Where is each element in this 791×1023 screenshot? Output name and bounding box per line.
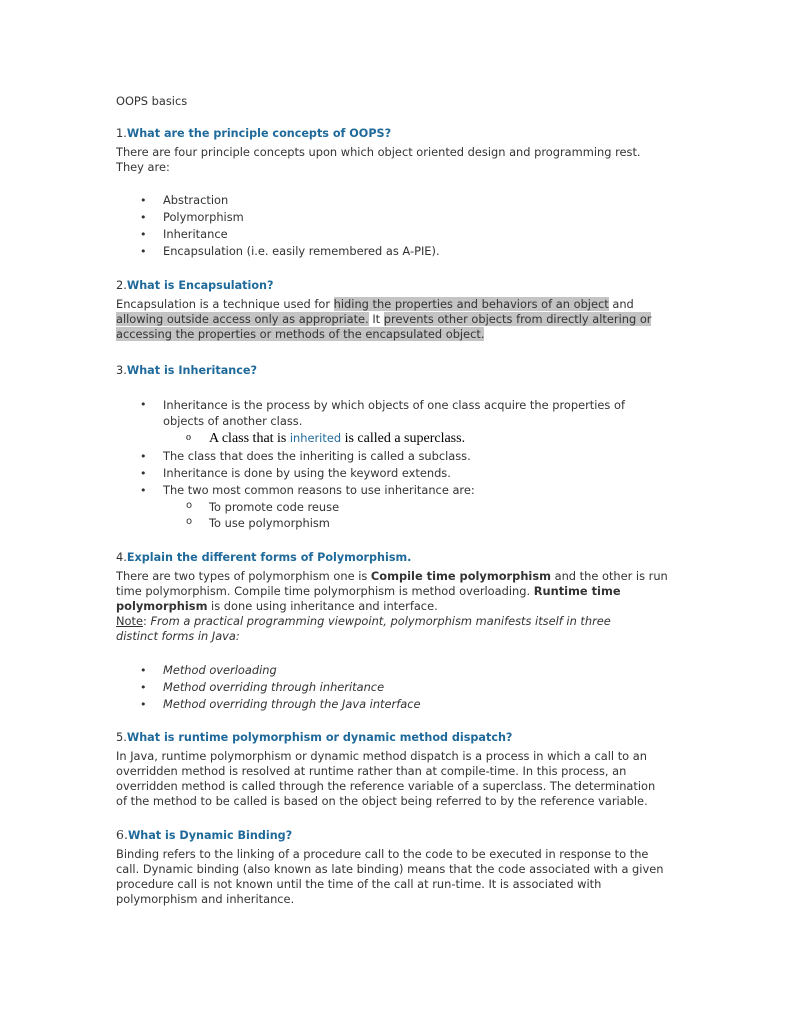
list-item (116, 696, 676, 713)
q2-highlight-4: accessing the properties or methods of the encapsulated object. (116, 327, 485, 341)
q2-number: 2. (116, 278, 127, 292)
q1-section (116, 126, 676, 260)
q1-title: What are the principle concepts of OOPS? (126, 127, 392, 140)
list-item (116, 397, 676, 448)
q4-compile-time: Compile time polymorphism (370, 569, 551, 583)
q3-item1-line2: objects of another class. (163, 414, 303, 428)
q3-sub1-a: A class that is (209, 431, 290, 446)
q4-l1a: There are two types of polymorphism one is (116, 569, 371, 583)
q5-line: In Java, runtime polymorphism or dynamic method dispatch is a process in which a call to an (116, 749, 647, 763)
list-item: o To promote code reuse (116, 499, 676, 515)
list-item (116, 429, 676, 448)
q4-section (116, 550, 676, 713)
q6-line: polymorphism and inheritance. (116, 892, 295, 906)
q4-list (116, 662, 676, 713)
q2-title: What is Encapsulation? (126, 279, 274, 292)
document-page (116, 94, 676, 907)
q6-section (116, 827, 676, 907)
q4-l3b: is done using inheritance and interface. (207, 599, 438, 613)
q5-title: What is runtime polymorphism or dynamic method dispatch? (126, 731, 513, 744)
q4-form-2: Method overriding through inheritance (163, 680, 385, 694)
list-item: • Inheritance (116, 226, 676, 243)
q3-item1-line1: Inheritance is the process by which objects of one class acquire the properties of (163, 398, 625, 412)
q1-number: 1. (116, 126, 127, 140)
q4-note-label: Note (116, 614, 143, 628)
q1-body-line2: They are: (116, 160, 170, 174)
q3-sub1-inherited: inherited (289, 431, 342, 445)
q5-line: overridden method is resolved at runtime rather than at compile-time. In this process, an (116, 764, 627, 778)
q5-heading (116, 730, 676, 745)
q4-runtime: Runtime time (533, 584, 621, 598)
q4-note-line2: distinct forms in Java: (116, 629, 240, 643)
q5-section (116, 730, 676, 809)
q4-body (116, 569, 676, 644)
q4-form-1: Method overloading (163, 663, 277, 677)
list-item: • Abstraction (116, 192, 676, 209)
q6-title: What is Dynamic Binding? (127, 829, 293, 842)
list-item: • Polymorphism (116, 209, 676, 226)
q4-polymorphism: polymorphism (116, 599, 208, 613)
q6-number: 6. (116, 827, 128, 842)
q1-body-line1: There are four principle concepts upon which object oriented design and programming rest. (116, 145, 641, 159)
q3-sub1-c: is called a superclass. (341, 431, 466, 446)
q5-body (116, 749, 676, 809)
q2-section (116, 278, 676, 342)
list-item (116, 662, 676, 679)
q3-sublist-2 (116, 499, 676, 531)
q5-line: overridden method is called through the reference variable of a superclass. The determination (116, 779, 656, 793)
q3-title: What is Inheritance? (126, 364, 257, 377)
list-item: • Inheritance is done by using the keyword extends. (116, 465, 676, 482)
list-item: o To use polymorphism (116, 515, 676, 531)
q2-body (116, 297, 676, 342)
q4-note-line1: From a practical programming viewpoint, polymorphism manifests itself in three (150, 614, 611, 628)
q6-line: Binding refers to the linking of a procedure call to the code to be executed in response to the (116, 847, 649, 861)
q6-heading (116, 827, 676, 843)
document-title: OOPS basics (116, 94, 188, 108)
q3-sublist-1 (116, 429, 676, 448)
q4-l2a: time polymorphism. Compile time polymorphism is method overloading. (116, 584, 534, 598)
list-item (116, 482, 676, 531)
q2-text-3: It (368, 312, 384, 326)
q2-heading (116, 278, 676, 293)
list-item: • The class that does the inheriting is called a subclass. (116, 448, 676, 465)
q4-heading (116, 550, 676, 565)
q1-heading (116, 126, 676, 141)
q4-note-colon: : (142, 614, 151, 628)
q2-text-1: Encapsulation is a technique used for (116, 297, 334, 311)
q5-number: 5. (116, 730, 127, 744)
q3-heading (116, 363, 676, 378)
q4-number: 4. (116, 550, 127, 564)
q4-title: Explain the different forms of Polymorphism. (126, 551, 412, 564)
q1-list (116, 192, 676, 260)
q2-text-2: and (608, 297, 634, 311)
q4-form-3: Method overriding through the Java interface (163, 697, 421, 711)
q6-line: call. Dynamic binding (also known as late binding) means that the code associated with a given (116, 862, 664, 876)
q3-section (116, 363, 676, 531)
q6-body (116, 847, 676, 907)
q3-item4: The two most common reasons to use inheritance are: (163, 483, 475, 497)
list-item: • Encapsulation (i.e. easily remembered as A-PIE). (116, 243, 676, 260)
q2-highlight-2: allowing outside access only as appropriate. (116, 312, 369, 326)
list-item (116, 679, 676, 696)
q6-line: procedure call is not known until the time of the call at run-time. It is associated with (116, 877, 602, 891)
q3-list (116, 397, 676, 531)
q5-line: of the method to be called is based on the object being referred to by the reference variable. (116, 794, 648, 808)
q2-highlight-1: hiding the properties and behaviors of an object (333, 297, 609, 311)
q4-l1c: and the other is run (550, 569, 668, 583)
q2-highlight-3: prevents other objects from directly altering or (383, 312, 652, 326)
q1-body (116, 145, 676, 175)
q3-number: 3. (116, 363, 127, 377)
